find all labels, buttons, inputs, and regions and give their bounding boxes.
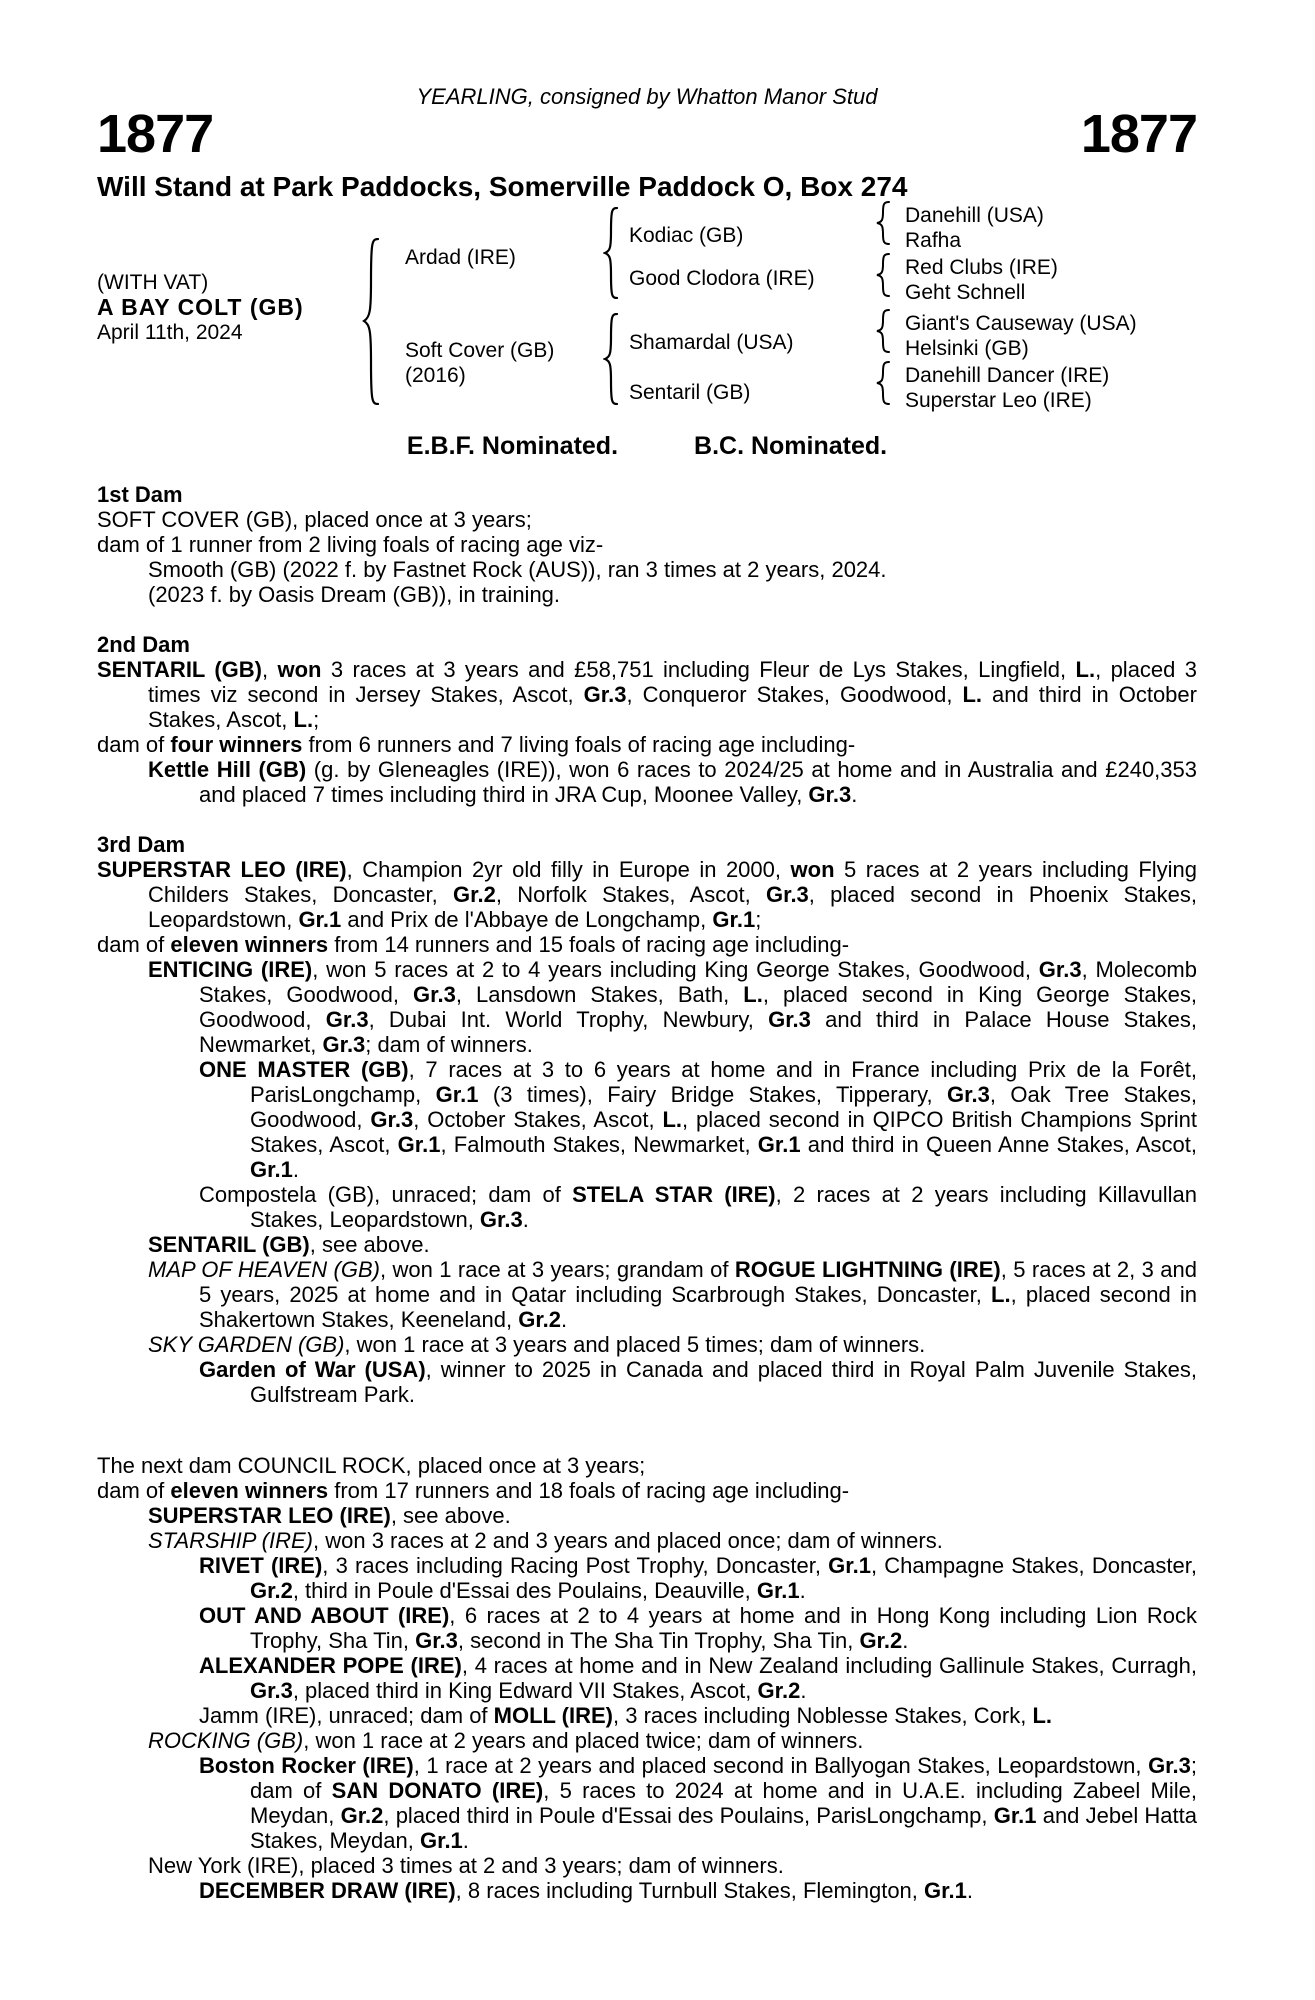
text-run: Gr.3 — [415, 1628, 458, 1653]
text-run: , placed second in Shakertown Stakes, Keeneland, — [199, 1282, 1197, 1332]
text-run: , placed second in King George Stakes, Goodwood, — [199, 982, 1198, 1032]
ebf-nominated-label: E.B.F. Nominated. — [406, 432, 619, 460]
pedigree-text-paragraph — [97, 1878, 1197, 1903]
text-run: . — [902, 1628, 909, 1653]
pedigree-text-paragraph — [97, 1853, 1197, 1878]
text-run: . — [799, 1578, 806, 1603]
pedigree-text-paragraph — [97, 1728, 1197, 1753]
page-content — [97, 0, 1197, 1903]
text-run: eleven winners — [170, 1478, 329, 1503]
pedigree-text-paragraph — [97, 1478, 1197, 1503]
text-run: L. — [293, 707, 314, 732]
text-run: (2023 f. by Oasis Dream (GB)), in training. — [148, 582, 561, 607]
text-run: Gr.3 — [413, 982, 456, 1007]
brace-icon — [875, 201, 891, 245]
pedigree-text-paragraph — [97, 1703, 1197, 1728]
pedigree-sire-name: Ardad (IRE) — [405, 246, 516, 269]
text-run: dam of — [97, 1478, 171, 1503]
text-run: , 4 races at home and in New Zealand including Gallinule Stakes, Curragh, — [461, 1653, 1197, 1678]
text-run: , placed second in Phoenix Stakes, Leopardstown, — [148, 882, 1197, 932]
text-run: Gr.1 — [756, 1578, 800, 1603]
pedigree-dam-name: Soft Cover (GB) — [405, 339, 555, 362]
pedigree-text-sections — [97, 482, 1197, 1903]
pedigree-text-paragraph — [97, 1357, 1197, 1407]
text-run: Gr.3 — [808, 782, 852, 807]
text-run: New York (IRE), placed 3 times at 2 and 3 years; dam of winners. — [148, 1853, 784, 1878]
text-run: , won 1 race at 2 years and placed twice; dam of winners. — [303, 1728, 864, 1753]
text-run: L. — [743, 982, 763, 1007]
pedigree-text-paragraph — [97, 1453, 1197, 1478]
text-run: , placed second in QIPCO British Champions Sprint Stakes, Ascot, — [250, 1107, 1198, 1157]
pedigree-text-paragraph — [97, 957, 1197, 1057]
text-run: ; — [755, 907, 762, 932]
text-run: Gr.3 — [583, 682, 627, 707]
vat-note: (WITH VAT) — [97, 271, 209, 294]
text-run: Gr.2 — [859, 1628, 903, 1653]
pedigree-text-paragraph — [97, 1528, 1197, 1553]
pedigree-text-paragraph — [97, 1332, 1197, 1357]
brace-icon — [875, 361, 891, 405]
lot-number-right: 1877 — [1080, 104, 1197, 164]
pedigree-g4-name: Danehill Dancer (IRE) — [905, 364, 1110, 387]
pedigree-g3-name: Kodiac (GB) — [629, 224, 744, 247]
stand-location-line: Will Stand at Park Paddocks, Somerville Paddock O, Box 274 — [97, 171, 908, 202]
pedigree-text-paragraph — [97, 932, 1197, 957]
text-run: , 3 races including Racing Post Trophy, Doncaster, — [322, 1553, 829, 1578]
pedigree-text-paragraph — [97, 1653, 1197, 1703]
bc-nominated-label: B.C. Nominated. — [694, 432, 888, 460]
text-run: , Conqueror Stakes, Goodwood, — [626, 682, 963, 707]
pedigree-g4-name: Helsinki (GB) — [905, 337, 1029, 360]
pedigree-text-paragraph — [97, 857, 1197, 932]
text-run: Boston Rocker (IRE) — [199, 1753, 414, 1778]
text-run: Gr.3 — [1038, 957, 1082, 982]
pedigree-text-paragraph — [97, 1503, 1197, 1528]
text-run: Gr.3 — [768, 1007, 811, 1032]
text-run: Gr.3 — [322, 1032, 366, 1057]
text-run: , 6 races at 2 to 4 years at home and in Hong Kong including Lion Rock Trophy, Sha Tin, — [250, 1603, 1197, 1653]
text-run: Gr.1 — [397, 1132, 441, 1157]
pedigree-tree — [97, 201, 1197, 433]
text-run: SKY GARDEN (GB) — [148, 1332, 345, 1357]
pedigree-g4-name: Danehill (USA) — [905, 204, 1044, 227]
text-run: . — [561, 1307, 568, 1332]
text-run: , won 1 race at 3 years; grandam of — [379, 1257, 735, 1282]
dam-section-heading: 2nd Dam — [97, 632, 190, 657]
brace-icon — [875, 309, 891, 353]
text-run: RIVET (IRE) — [199, 1553, 323, 1578]
pedigree-g4-name: Red Clubs (IRE) — [905, 256, 1058, 279]
text-run: , — [262, 657, 278, 682]
text-run: . — [522, 1207, 529, 1232]
pedigree-g3-name: Shamardal (USA) — [629, 331, 794, 354]
text-run: , see above. — [390, 1503, 511, 1528]
text-run: ; dam of winners. — [365, 1032, 533, 1057]
text-run: dam of 1 runner from 2 living foals of racing age viz- — [97, 532, 604, 557]
text-run: Gr.3 — [325, 1007, 369, 1032]
text-run: , Dubai Int. World Trophy, Newbury, — [368, 1007, 769, 1032]
lot-number-left: 1877 — [97, 104, 214, 164]
text-run: , placed third in Poule d'Essai des Poulains, ParisLongchamp, — [383, 1803, 994, 1828]
pedigree-text-paragraph — [97, 557, 1197, 582]
text-run: dam of — [97, 732, 171, 757]
brace-icon — [603, 313, 619, 405]
text-run: eleven winners — [170, 932, 329, 957]
colt-info-block — [97, 270, 304, 345]
text-run: , Molecomb Stakes, Goodwood, — [199, 957, 1197, 1007]
text-run: SENTARIL (GB) — [97, 657, 262, 682]
text-run: SUPERSTAR LEO (IRE) — [148, 1503, 391, 1528]
text-run: , October Stakes, Ascot, — [413, 1107, 663, 1132]
text-run: MOLL (IRE) — [493, 1703, 614, 1728]
text-run: Gr.2 — [340, 1803, 384, 1828]
text-run: and third in Queen Anne Stakes, Ascot, — [800, 1132, 1198, 1157]
text-run: . — [851, 782, 858, 807]
text-run: , Falmouth Stakes, Newmarket, — [440, 1132, 758, 1157]
text-run: 3 races at 3 years and £58,751 including Fleur de Lys Stakes, Lingfield, — [321, 657, 1076, 682]
text-run: Gr.3 — [479, 1207, 523, 1232]
text-run: , 2 races at 2 years including Killavullan Stakes, Leopardstown, — [250, 1182, 1197, 1232]
text-run: Gr.3 — [765, 882, 809, 907]
text-run: . — [292, 1157, 299, 1182]
text-run: (g. by Gleneagles (IRE)), won 6 races to 2024/25 at home and in Australia and £240,353 and placed 7 times including third in JRA Cup, Moonee Valley, — [199, 757, 1197, 807]
pedigree-text-paragraph — [97, 1182, 1197, 1232]
pedigree-text-paragraph — [97, 1232, 1197, 1257]
text-run: won — [277, 657, 322, 682]
colt-foaling-date: April 11th, 2024 — [97, 321, 243, 344]
dam-section — [97, 482, 1197, 607]
text-run: four winners — [170, 732, 303, 757]
text-run: , 8 races including Turnbull Stakes, Flemington, — [455, 1878, 925, 1903]
pedigree-text-paragraph — [97, 1257, 1197, 1332]
text-run: and third in October Stakes, Ascot, — [148, 682, 1197, 732]
text-run: Gr.1 — [993, 1803, 1037, 1828]
text-run: , 7 races at 3 to 6 years at home and in France including Prix de la Forêt, ParisLongchamp, — [250, 1057, 1197, 1107]
text-run: L. — [1075, 657, 1096, 682]
text-run: Gr.1 — [250, 1157, 293, 1182]
text-run: L. — [1032, 1703, 1052, 1728]
text-run: from 6 runners and 7 living foals of racing age including- — [302, 732, 856, 757]
text-run: Gr.1 — [828, 1553, 871, 1578]
text-run: , 3 races including Noblesse Stakes, Cork, — [613, 1703, 1033, 1728]
pedigree-text-paragraph — [97, 532, 1197, 557]
text-run: , won 3 races at 2 and 3 years and placed once; dam of winners. — [313, 1528, 943, 1553]
dam-section — [97, 1453, 1197, 1903]
text-run: . — [966, 1878, 973, 1903]
text-run: Gr.2 — [453, 882, 496, 907]
text-run: , third in Poule d'Essai des Poulains, Deauville, — [292, 1578, 757, 1603]
text-run: and Prix de l'Abbaye de Longchamp, — [341, 907, 713, 932]
text-run: Gr.3 — [1148, 1753, 1191, 1778]
text-run: . — [462, 1828, 469, 1853]
text-run: , second in The Sha Tin Trophy, Sha Tin, — [457, 1628, 860, 1653]
text-run: , Norfolk Stakes, Ascot, — [495, 882, 766, 907]
text-run: , Champion 2yr old filly in Europe in 2000, — [346, 857, 791, 882]
text-run: Gr.1 — [298, 907, 342, 932]
pedigree-g3-name: Good Clodora (IRE) — [629, 267, 815, 290]
text-run: L. — [991, 1282, 1011, 1307]
text-run: SUPERSTAR LEO (IRE) — [97, 857, 347, 882]
text-run: SENTARIL (GB) — [148, 1232, 310, 1257]
dam-section-heading: 1st Dam — [97, 482, 183, 507]
text-run: dam of — [97, 932, 171, 957]
text-run: , placed 3 times viz second in Jersey Stakes, Ascot, — [148, 657, 1198, 707]
text-run: ; dam of — [250, 1753, 1197, 1803]
pedigree-text-paragraph — [97, 582, 1197, 607]
text-run: ; — [313, 707, 320, 732]
brace-icon — [361, 238, 381, 405]
text-run: Gr.2 — [518, 1307, 562, 1332]
text-run: , Oak Tree Stakes, Goodwood, — [250, 1082, 1197, 1132]
pedigree-dam-year: (2016) — [405, 364, 466, 387]
pedigree-text-paragraph — [97, 657, 1197, 732]
text-run: , Champagne Stakes, Doncaster, — [870, 1553, 1197, 1578]
pedigree-text-paragraph — [97, 1057, 1197, 1182]
pedigree-text-paragraph — [97, 507, 1197, 532]
text-run: , 1 race at 2 years and placed second in Ballyogan Stakes, Leopardstown, — [413, 1753, 1149, 1778]
consignor-line: YEARLING, consigned by Whatton Manor Stud — [416, 84, 878, 109]
pedigree-text-paragraph — [97, 1753, 1197, 1853]
pedigree-text-paragraph — [97, 1603, 1197, 1653]
text-run: Smooth (GB) (2022 f. by Fastnet Rock (AUS)), ran 3 times at 2 years, 2024. — [148, 557, 887, 582]
text-run: OUT AND ABOUT (IRE) — [199, 1603, 450, 1628]
text-run: Compostela (GB), unraced; dam of — [199, 1182, 573, 1207]
text-run: L. — [962, 682, 983, 707]
text-run: Gr.1 — [712, 907, 756, 932]
brace-icon — [875, 253, 891, 297]
text-run: Gr.2 — [757, 1678, 801, 1703]
text-run: ROCKING (GB) — [148, 1728, 304, 1753]
text-run: , 5 races at 2, 3 and 5 years, 2025 at home and in Qatar including Scarbrough Stakes, Doncaster, — [199, 1257, 1197, 1307]
pedigree-text-paragraph — [97, 757, 1197, 807]
text-run: Gr.1 — [757, 1132, 801, 1157]
text-run: from 17 runners and 18 foals of racing age including- — [328, 1478, 850, 1503]
text-run: STARSHIP (IRE) — [148, 1528, 314, 1553]
text-run: L. — [662, 1107, 683, 1132]
text-run: , 5 races to 2024 at home and in U.A.E. including Zabeel Mile, Meydan, — [250, 1778, 1198, 1828]
text-run: DECEMBER DRAW (IRE) — [199, 1878, 456, 1903]
dam-section — [97, 832, 1197, 1407]
text-run: 5 races at 2 years including Flying Childers Stakes, Doncaster, — [148, 857, 1197, 907]
pedigree-text-paragraph — [97, 732, 1197, 757]
text-run: , placed third in King Edward VII Stakes, Ascot, — [292, 1678, 758, 1703]
pedigree-g4-name: Giant's Causeway (USA) — [905, 312, 1137, 335]
nominations-line — [97, 433, 1197, 460]
text-run: MAP OF HEAVEN (GB) — [148, 1257, 380, 1282]
text-run: Jamm (IRE), unraced; dam of — [199, 1703, 494, 1728]
text-run: Gr.1 — [419, 1828, 463, 1853]
colt-name: A BAY COLT (GB) — [97, 294, 304, 320]
text-run: from 14 runners and 15 foals of racing age including- — [328, 932, 850, 957]
text-run: and third in Palace House Stakes, Newmarket, — [199, 1007, 1198, 1057]
dam-section-heading: 3rd Dam — [97, 832, 186, 857]
text-run: Gr.1 — [435, 1082, 479, 1107]
text-run: The next dam COUNCIL ROCK, placed once at 3 years; — [97, 1453, 646, 1478]
text-run: . — [800, 1678, 807, 1703]
text-run: Garden of War (USA) — [199, 1357, 426, 1382]
text-run: ROGUE LIGHTNING (IRE) — [734, 1257, 1001, 1282]
brace-icon — [603, 207, 619, 299]
text-run: ALEXANDER POPE (IRE) — [199, 1653, 462, 1678]
text-run: SOFT COVER (GB), placed once at 3 years; — [97, 507, 532, 532]
text-run: , won 1 race at 3 years and placed 5 times; dam of winners. — [344, 1332, 926, 1357]
text-run: won — [790, 857, 835, 882]
pedigree-g3-name: Sentaril (GB) — [629, 381, 751, 404]
pedigree-g4-name: Rafha — [905, 229, 962, 252]
text-run: Gr.3 — [947, 1082, 990, 1107]
pedigree-text-paragraph — [97, 1553, 1197, 1603]
text-run: , see above. — [309, 1232, 430, 1257]
text-run: Kettle Hill (GB) — [148, 757, 307, 782]
text-run: (3 times), Fairy Bridge Stakes, Tipperary, — [478, 1082, 948, 1107]
text-run: ONE MASTER (GB) — [199, 1057, 409, 1082]
lot-number-row — [97, 104, 1197, 164]
pedigree-g4-name: Superstar Leo (IRE) — [905, 389, 1092, 412]
text-run: Gr.3 — [370, 1107, 414, 1132]
dam-section — [97, 632, 1197, 807]
text-run: , won 5 races at 2 to 4 years including King George Stakes, Goodwood, — [312, 957, 1039, 982]
text-run: and Jebel Hatta Stakes, Meydan, — [250, 1803, 1197, 1853]
text-run: Gr.1 — [924, 1878, 967, 1903]
text-run: , winner to 2025 in Canada and placed third in Royal Palm Juvenile Stakes, Gulfstream Park. — [250, 1357, 1197, 1407]
text-run: SAN DONATO (IRE) — [331, 1778, 544, 1803]
text-run: STELA STAR (IRE) — [572, 1182, 776, 1207]
pedigree-g4-name: Geht Schnell — [905, 281, 1026, 304]
text-run: ENTICING (IRE) — [148, 957, 313, 982]
text-run: Gr.3 — [250, 1678, 293, 1703]
text-run: , Lansdown Stakes, Bath, — [455, 982, 744, 1007]
text-run: Gr.2 — [250, 1578, 293, 1603]
